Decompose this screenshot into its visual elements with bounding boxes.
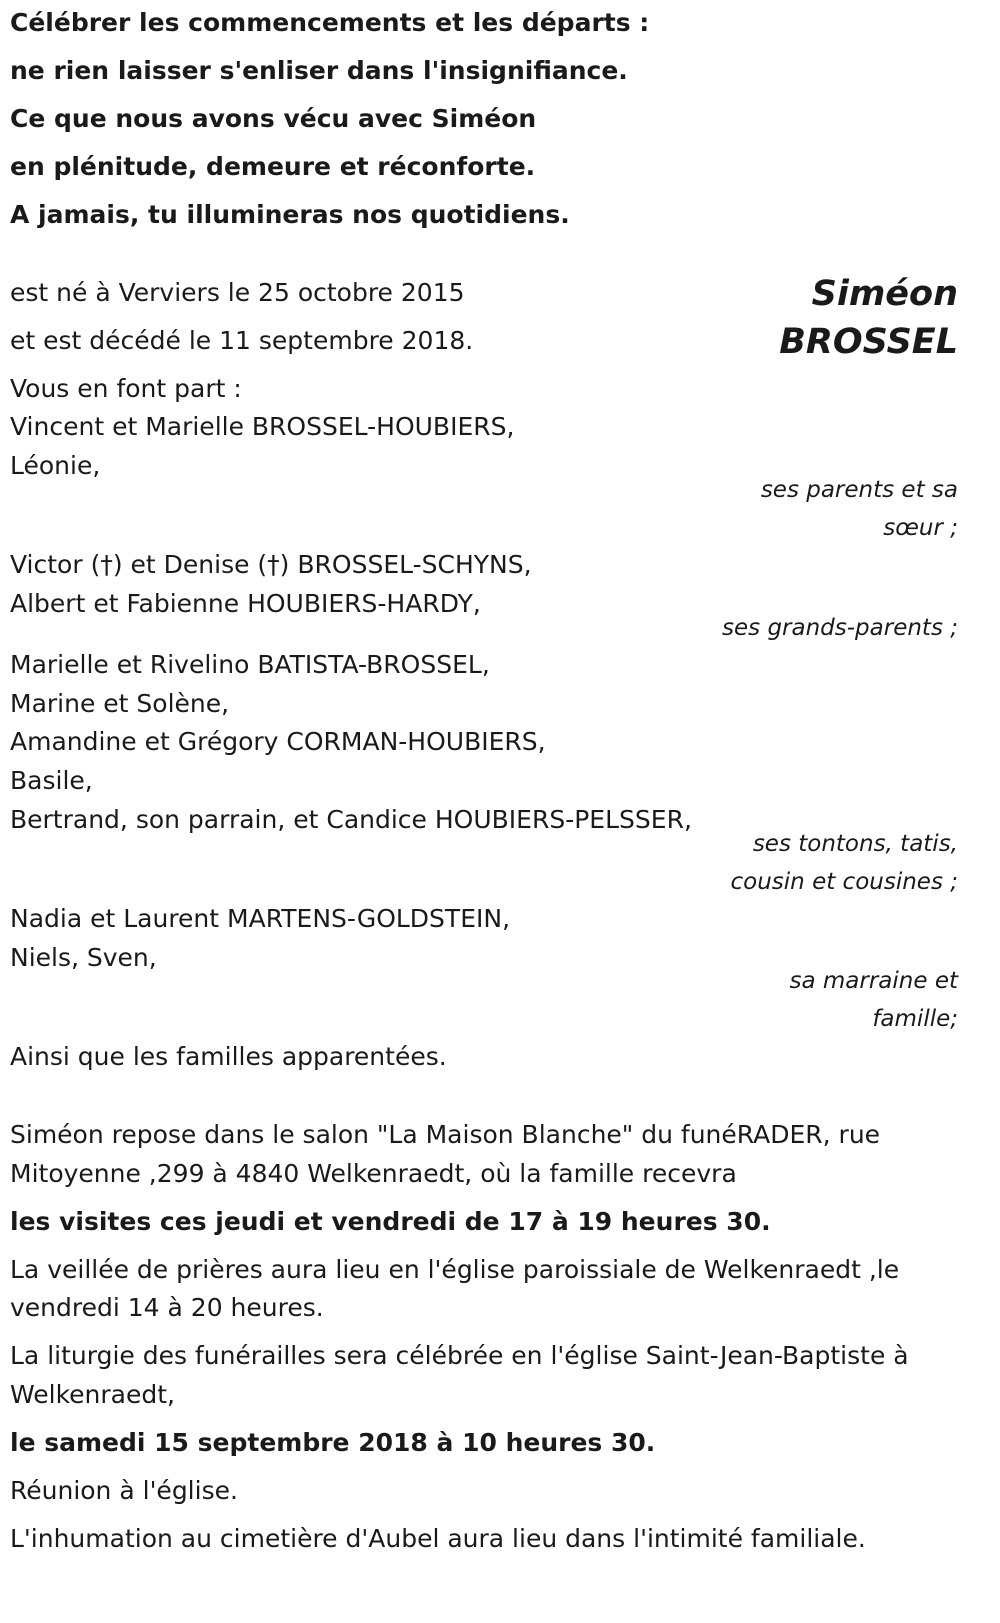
announcement-intro: Vous en font part : [10,374,242,403]
family-line: Amandine et Grégory CORMAN-HOUBIERS, [10,727,546,756]
role-line: sa marraine et [789,968,958,994]
epitaph-line: Célébrer les commencements et les départs : [10,8,650,37]
family-line: Vincent et Marielle BROSSEL-HOUBIERS, [10,412,515,441]
repose-line: Siméon repose dans le salon "La Maison Blanche" du funéRADER, rue [10,1120,881,1149]
death-line: et est décédé le 11 septembre 2018. [10,326,474,355]
repose-line: Mitoyenne ,299 à 4840 Welkenraedt, où la famille recevra [10,1159,737,1188]
epitaph-line: en plénitude, demeure et réconforte. [10,152,536,181]
family-line: Marielle et Rivelino BATISTA-BROSSEL, [10,650,490,679]
role-line: ses parents et sa [760,477,958,503]
family-line: Nadia et Laurent MARTENS-GOLDSTEIN, [10,904,511,933]
family-line: Bertrand, son parrain, et Candice HOUBIERS-PELSSER, [10,805,692,834]
epitaph-line: Ce que nous avons vécu avec Siméon [10,104,537,133]
deceased-first-name: Siméon [811,274,958,314]
family-line: Léonie, [10,451,101,480]
deceased-last-name: BROSSEL [779,322,958,362]
liturgy-line: Welkenraedt, [10,1380,175,1409]
vigil-line: La veillée de prières aura lieu en l'église paroissiale de Welkenraedt ,le [10,1255,900,1284]
family-line: Marine et Solène, [10,689,230,718]
family-line: Victor (†) et Denise (†) BROSSEL-SCHYNS, [10,550,532,579]
role-line: ses tontons, tatis, [752,831,958,857]
role-line: famille; [872,1006,958,1032]
family-line: Niels, Sven, [10,943,157,972]
birth-line: est né à Verviers le 25 octobre 2015 [10,278,465,307]
relatives-line: Ainsi que les familles apparentées. [10,1042,447,1071]
vigil-line: vendredi 14 à 20 heures. [10,1293,324,1322]
visits-line: les visites ces jeudi et vendredi de 17 à 19 heures 30. [10,1207,771,1236]
family-line: Albert et Fabienne HOUBIERS-HARDY, [10,589,481,618]
epitaph-line: A jamais, tu illumineras nos quotidiens. [10,200,570,229]
role-line: ses grands-parents ; [722,615,958,641]
epitaph-line: ne rien laisser s'enliser dans l'insignifiance. [10,56,628,85]
burial-line: L'inhumation au cimetière d'Aubel aura lieu dans l'intimité familiale. [10,1524,866,1553]
role-line: sœur ; [883,515,958,541]
role-line: cousin et cousines ; [730,869,958,895]
family-line: Basile, [10,766,93,795]
liturgy-line: La liturgie des funérailles sera célébrée en l'église Saint-Jean-Baptiste à [10,1341,909,1370]
service-time-line: le samedi 15 septembre 2018 à 10 heures 30. [10,1428,656,1457]
meeting-line: Réunion à l'église. [10,1476,238,1505]
